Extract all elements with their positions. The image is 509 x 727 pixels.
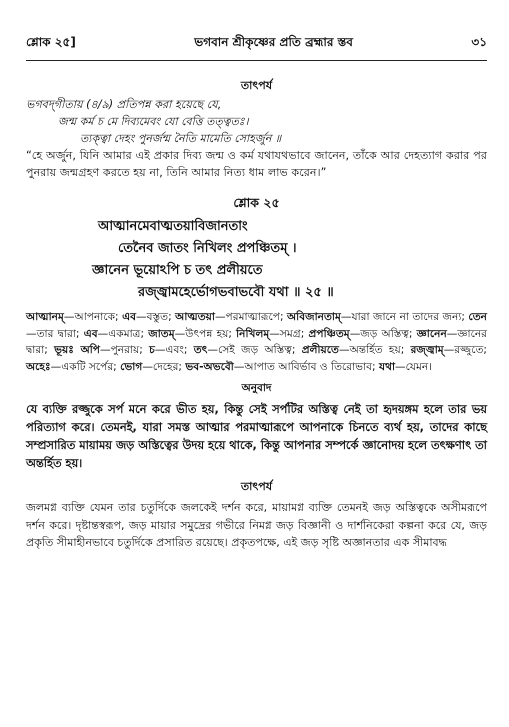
sloka-line-1: আত্মানমেবাত্মতয়াবিজানতাং — [98, 219, 248, 234]
synonym-meaning: —দেহের; — [142, 360, 186, 373]
synonym-term: ভূয়ঃ অপি — [54, 344, 100, 356]
sloka-line-3: জ্ঞানেন ভূয়োঽপি চ তৎ প্রলীয়তে — [92, 263, 263, 278]
purport-paragraph: “হে অর্জুন, যিনি আমার এই প্রকার দিব্য জন্ম ও কর্ম যথাযথভাবে জানেন, তাঁকে আর দেহত্যাগ করার পর পুনরায় জন্মগ্রহণ করতে হয় না, তিনি আমার নিত্য ধাম লাভ করেন।” — [26, 149, 487, 179]
synonym-meaning: —জ্ঞানের দ্বারা; — [26, 327, 487, 356]
header-divider — [26, 60, 487, 61]
gita-quote-line-1: জন্ম কর্ম চ মে দিব্যমেবং যো বেত্তি তত্ত্বতঃ। — [58, 115, 249, 128]
synonym-meaning: —যারা জানে না তাদের জন্য; — [340, 311, 469, 323]
header-chapter-title: ভগবান শ্রীকৃষ্ণের প্রতি ব্রহ্মার স্তব — [194, 35, 353, 49]
synonym-meaning: —উৎপন্ন হয়; — [174, 327, 237, 340]
synonym-meaning: —একমাত্র; — [97, 327, 149, 340]
synonym-meaning: —এবং; — [154, 344, 194, 356]
synonym-term: আত্মতয়া — [175, 311, 215, 323]
synonym-meaning: —অন্তর্হিত হয়; — [339, 344, 411, 356]
purport-intro: ভগবদ্‌গীতায় (৪/৯) প্রতিপন্ন করা হয়েছে যে, — [26, 98, 222, 111]
translation-heading: অনুবাদ — [241, 382, 272, 394]
synonym-term: ভোগ — [120, 360, 143, 373]
synonym-term: রজ্জ্বাম্‌ — [410, 344, 444, 356]
header-verse-ref: শ্লোক ২৫] — [26, 35, 76, 49]
synonym-term: অবিজানতাম্‌ — [286, 311, 341, 323]
synonym-term: প্রলীয়তে — [301, 344, 339, 356]
synonym-term: আত্মানম্‌ — [26, 311, 64, 323]
synonym-term: এব — [83, 327, 98, 340]
synonym-term: জ্ঞানেন — [416, 327, 447, 340]
synonym-meaning: —তার দ্বারা; — [26, 327, 84, 340]
synonym-meaning: —আপাত আবির্ভাব ও তিরোভাব; — [233, 360, 379, 373]
sloka-title: শ্লোক ২৫ — [233, 195, 280, 210]
sloka-line-2: তেনৈব জাতং নিখিলং প্রপঞ্চিতম্‌ । — [118, 241, 297, 256]
synonym-term: প্রপঞ্চিতম্‌ — [308, 327, 350, 340]
synonym-meaning: —সমগ্র; — [269, 327, 309, 340]
synonym-term: অহেঃ — [26, 360, 51, 373]
synonym-meaning: —যেমন। — [395, 360, 433, 373]
synonym-term: তৎ — [193, 344, 208, 356]
synonym-meaning: —পরমাত্মারূপে; — [214, 311, 287, 323]
synonym-term: এব — [122, 311, 137, 323]
purport-text: জলমগ্ন ব্যক্তি যেমন তার চতুর্দিকে জলকেই দর্শন করে, মায়ামগ্ন ব্যক্তি তেমনই জড় অস্তিত্বকে অসীমরূপে দর্শন করে। দৃষ্টান্তস্বরূপ, জড় মায়ার সমুদ্রের গভীরে নিমগ্ন জড় বিজ্ঞানী ও দার্শনিকেরা কল্পনা করে যে, জড় প্রকৃতি সীমাহীনভাবে চতুর্দিকে প্রসারিত রয়েছে। প্রকৃতপক্ষে, এই জড় সৃষ্টি অজ্ঞানতার এক সীমাবদ্ধ — [26, 501, 487, 549]
synonym-meaning: —জড় অস্তিত্ব; — [349, 327, 417, 340]
synonym-meaning: —বস্তুত; — [136, 311, 176, 323]
synonym-term: যথা — [378, 360, 396, 373]
synonym-term: জাতম্‌ — [148, 327, 175, 340]
page-number: ৩১ — [471, 35, 487, 49]
synonym-meaning: —আপনাকে; — [63, 311, 123, 323]
gita-quote-line-2: ত্যক্ত্বা দেহং পুনর্জন্ম নৈতি মামেতি সোহর্জুন ॥ — [80, 132, 282, 145]
sloka-line-4: রজ্জ্বামহের্ভোগভবাভবৌ যথা ॥ ২৫ ॥ — [138, 285, 334, 300]
synonym-meaning: —রজ্জুতে; — [443, 344, 487, 356]
purport-heading-2: তাৎপর্য — [240, 480, 273, 493]
translation-text: যে ব্যক্তি রজ্জুকে সর্প মনে করে ভীত হয়, কিন্তু সেই সর্পটির অস্তিত্ব নেই তা হৃদয়ঙ্গম হলে তার ভয় পরিত্যাগ করে। তেমনই, যারা সমস্ত আত্মার পরমাত্মারূপে আপনাকে চিনতে ব্যর্থ হয়, তাদের কাছে সম্প্রসারিত মায়াময় জড় অস্তিত্বের উদয় হয়ে থাকে, কিন্তু আপনার সম্পর্কে জ্ঞানোদয় হলে তৎক্ষণাৎ তা অন্তর্হিত হয়। — [26, 402, 487, 470]
synonym-term: নিখিলম্‌ — [236, 327, 270, 340]
synonym-meaning: —একটি সর্পের; — [50, 360, 121, 373]
synonym-term: ভব-অভবৌ — [185, 360, 234, 373]
synonym-meaning: —পুনরায়; — [99, 344, 150, 356]
running-header — [26, 0, 487, 54]
synonym-meaning: —সেই জড় অস্তিত্ব; — [207, 344, 302, 356]
purport-heading: তাৎপর্য — [240, 79, 273, 92]
word-for-word-synonyms — [26, 309, 487, 375]
synonym-term: চ — [149, 344, 155, 356]
synonym-term: তেন — [468, 311, 487, 323]
